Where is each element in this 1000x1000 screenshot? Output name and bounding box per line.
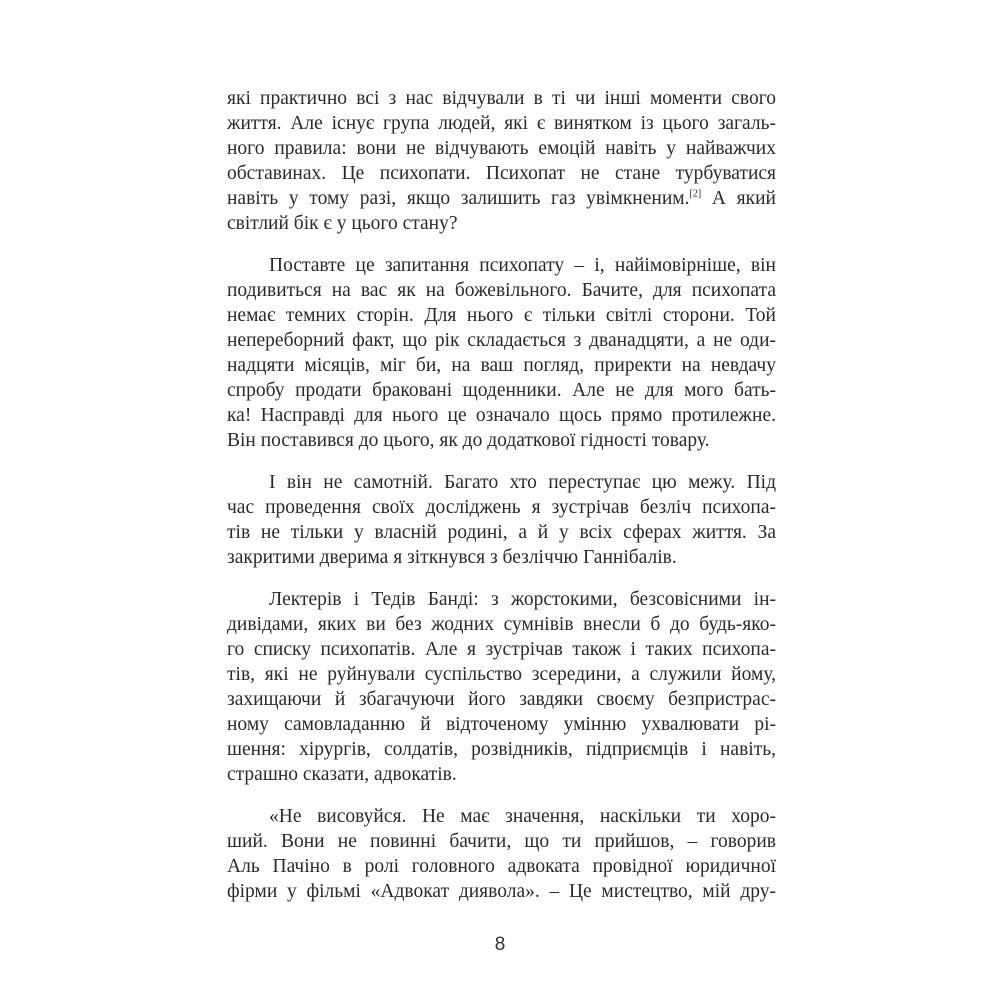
text-line: Аль Пачіно в ролі головного адвоката провідної юридичної	[227, 856, 776, 877]
text-line: закритими дверима я зіткнувся з безліччю Ганнібалів.	[227, 547, 677, 568]
text-line: дивідами, яких ви без жодних сумнівів внесли б до будь-яко-	[227, 614, 776, 635]
page-body	[227, 86, 776, 921]
text-line: навіть у тому разі, якщо залишить газ увімкненим.[2] А який	[227, 188, 776, 209]
text-line: ному самовладанню й відточеному умінню ухвалювати рі-	[227, 714, 776, 735]
text-line: страшно сказати, адвокатів.	[227, 764, 457, 785]
text-line: непереборний факт, що рік складається з дванадцяти, а не оди-	[227, 330, 776, 351]
text-line: «Не висовуйся. Не має значення, наскільки ти хоро-	[269, 806, 776, 827]
text-line: час проведення своїх досліджень я зустрічав безліч психопа-	[227, 497, 776, 518]
text-line: ка! Насправді для нього це означало щось прямо протилежне.	[227, 405, 776, 426]
text-line: світлий бік є у цього стану?	[227, 213, 458, 234]
text-line: тів не тільки у власній родині, а й у всіх сферах життя. За	[227, 522, 776, 543]
text-line: го списку психопатів. Але я зустрічав також і таких психопа-	[227, 639, 776, 660]
text-line: життя. Але існує група людей, які є винятком із цього загаль-	[227, 113, 776, 134]
paragraph	[227, 804, 776, 904]
text-line: ного правила: вони не відчувають емоцій навіть у найважчих	[227, 138, 776, 159]
text-line: немає темних сторін. Для нього є тільки світлі сторони. Той	[227, 305, 776, 326]
text-line: обставинах. Це психопати. Психопат не стане турбуватися	[227, 163, 776, 184]
text-line: шення: хірургів, солдатів, розвідників, підприємців і навіть,	[227, 739, 776, 760]
text-line: Він поставився до цього, як до додаткової гідності товару.	[227, 430, 710, 451]
text-line: які практично всі з нас відчували в ті чи інші моменти свого	[227, 88, 776, 109]
text-line: ший. Вони не повинні бачити, що ти прийшов, – говорив	[227, 831, 776, 852]
text-line: спробу продати браковані щоденники. Але не для мого бать-	[227, 380, 776, 401]
footnote-marker[interactable]: [2]	[689, 188, 702, 200]
text-line: Поставте це запитання психопату – і, найімовірніше, він	[269, 255, 776, 276]
text-line: Лектерів і Тедів Банді: з жорстокими, безсовісними ін-	[269, 589, 776, 610]
text-line: І він не самотній. Багато хто переступає цю межу. Під	[269, 472, 776, 493]
paragraph	[227, 470, 776, 570]
paragraph	[227, 587, 776, 787]
text-line: захищаючи й збагачуючи його завдяки своєму безпристрас-	[227, 689, 776, 710]
text-line: надцяти місяців, міг би, на ваш погляд, приректи на невдачу	[227, 355, 776, 376]
page-number: 8	[494, 934, 506, 955]
paragraph	[227, 86, 776, 236]
text-line: тів, які не руйнували суспільство зсередини, а служили йому,	[227, 664, 776, 685]
text-line: фірми у фільмі «Адвокат диявола». – Це мистецтво, мій дру-	[227, 881, 776, 902]
text-line: подивиться на вас як на божевільного. Бачите, для психопата	[227, 280, 776, 301]
paragraph	[227, 253, 776, 453]
